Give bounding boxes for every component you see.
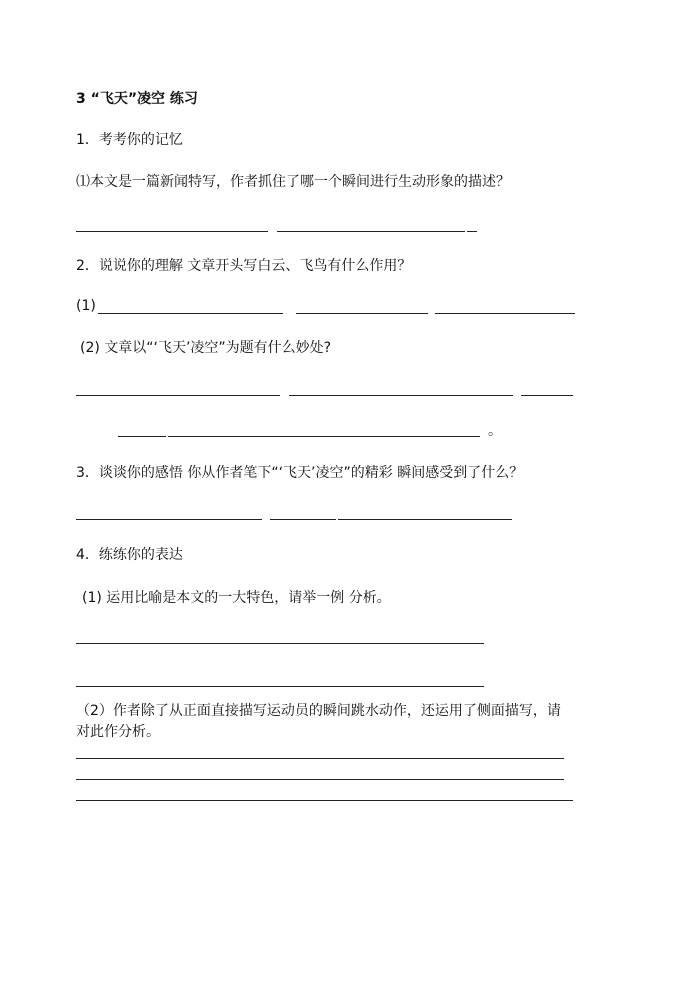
section-4-question-1: (1) 运用比喻是本文的一大特色，请举一例 分析。 xyxy=(82,590,391,606)
answer-line[interactable] xyxy=(338,519,434,520)
answer-line[interactable] xyxy=(76,758,564,759)
answer-line[interactable] xyxy=(76,395,280,396)
answer-line[interactable] xyxy=(76,643,484,644)
answer-line[interactable] xyxy=(76,519,262,520)
section-2-question-2: (2) 文章以“‘飞天’凌空”为题有什么妙处? xyxy=(80,340,332,356)
answer-line[interactable] xyxy=(168,436,420,437)
answer-line[interactable] xyxy=(434,519,512,520)
answer-line[interactable] xyxy=(420,436,480,437)
answer-line[interactable] xyxy=(289,395,333,396)
section-4-question-2-line-2: 对此作分析。 xyxy=(76,724,160,740)
section-4-question-2-line-1: （2）作者除了从正面直接描写运动员的瞬间跳水动作，还运用了侧面描写，请 xyxy=(76,703,561,719)
answer-line[interactable] xyxy=(76,686,484,687)
answer-line[interactable] xyxy=(296,313,428,314)
answer-line[interactable] xyxy=(467,231,477,232)
answer-line[interactable] xyxy=(270,519,336,520)
answer-line[interactable] xyxy=(118,436,166,437)
answer-line[interactable] xyxy=(521,395,573,396)
section-2-answer-label: (1) xyxy=(76,298,96,314)
answer-line[interactable] xyxy=(76,231,268,232)
answer-line[interactable] xyxy=(435,313,575,314)
answer-line[interactable] xyxy=(98,313,283,314)
answer-line[interactable] xyxy=(76,779,564,780)
section-3-heading: 3．谈谈你的感悟 你从作者笔下“‘飞天’凌空”的精彩 瞬间感受到了什么？ xyxy=(76,465,524,481)
section-4-heading: 4．练练你的表达 xyxy=(76,547,183,563)
section-1-question-1: ⑴本文是一篇新闻特写，作者抓住了哪一个瞬间进行生动形象的描述？ xyxy=(76,174,510,190)
section-1-heading: 1．考考你的记忆 xyxy=(76,132,183,148)
section-2-heading: 2．说说你的理解 文章开头写白云、飞鸟有什么作用？ xyxy=(76,258,412,274)
answer-line[interactable] xyxy=(76,800,573,801)
page-title: 3 “飞天”凌空 练习 xyxy=(76,91,198,107)
end-period: 。 xyxy=(488,423,502,439)
answer-line[interactable] xyxy=(277,231,465,232)
answer-line[interactable] xyxy=(333,395,513,396)
